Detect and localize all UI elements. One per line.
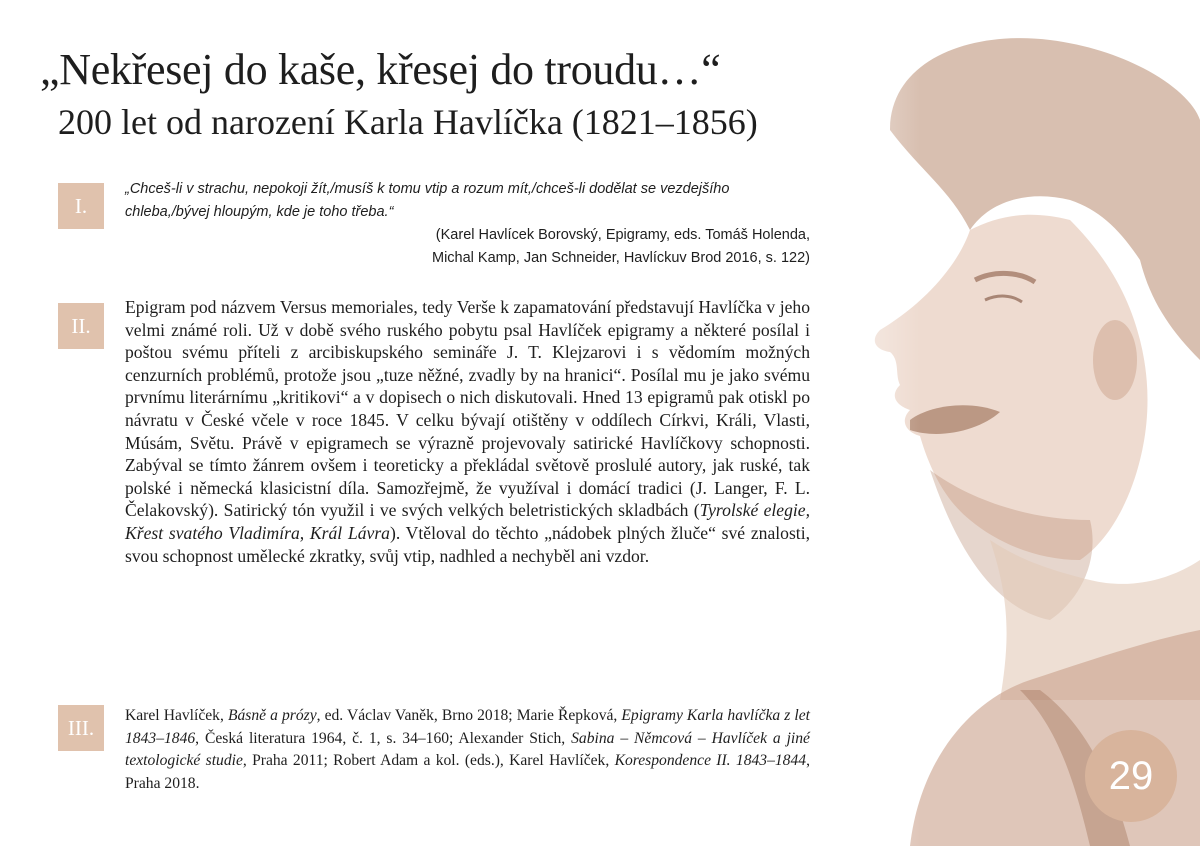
section-marker-1: I. bbox=[58, 183, 104, 229]
section-marker-2: II. bbox=[58, 303, 104, 349]
epigram-quote bbox=[125, 178, 810, 270]
body-text-part-2: ). Vtěloval do těchto „nádobek plných žluče“ své znalosti, svou schopnost umělecké zkratky, svůj vtip, nadhled a nechyběl ani vzdor. bbox=[125, 522, 810, 566]
ref-1-author: Karel Havlíček, bbox=[125, 707, 228, 724]
body-paragraph bbox=[125, 296, 810, 567]
ref-3-author: Alexander Stich, bbox=[458, 729, 572, 747]
header bbox=[40, 44, 840, 144]
quote-text: „Chceš-li v strachu, nepokoji žít,/musíš k tomu vtip a rozum mít,/chceš-li dodělat se vezdejšího chleba,/bývej hloupým, kde je toho třeba.“ bbox=[125, 181, 730, 220]
section-marker-3: III. bbox=[58, 705, 104, 751]
ref-2-author: Marie Řepková, bbox=[516, 707, 622, 724]
ref-1-title: Básně a prózy bbox=[227, 707, 317, 724]
ref-4-details: , Praha 2018. bbox=[125, 752, 810, 792]
ref-3-details: , Praha 2011; bbox=[242, 752, 334, 769]
ref-2-title: Epigramy Karla havlíčka z let 1843–1846 bbox=[125, 707, 810, 747]
body-text-italic: Tyrolské elegie, Křest svatého Vladimíra, Král Lávra bbox=[125, 500, 810, 543]
ref-2-details: , Česká literatura 1964, č. 1, s. 34–160; bbox=[195, 729, 459, 747]
page-title: „Nekřesej do kaše, křesej do troudu…“ bbox=[40, 45, 721, 94]
ref-3-title: Sabina – Němcová – Havlíček a jiné textologické studie bbox=[125, 729, 810, 769]
ref-1-details: , ed. Václav Vaněk, Brno 2018; bbox=[316, 707, 517, 724]
quote-source-line-2: Michal Kamp, Jan Schneider, Havlíckuv Brod 2016, s. 122) bbox=[432, 250, 810, 266]
references bbox=[125, 705, 810, 795]
ref-4-title: Korespondence II. 1843–1844 bbox=[614, 752, 807, 769]
page-subtitle: 200 let od narození Karla Havlíčka (1821–1856) bbox=[58, 102, 758, 142]
quote-source-line-1: (Karel Havlícek Borovský, Epigramy, eds. Tomáš Holenda, bbox=[435, 227, 810, 243]
ref-4-author: Robert Adam a kol. (eds.), Karel Havlíček, bbox=[333, 752, 615, 769]
page-number-badge: 29 bbox=[1085, 730, 1177, 822]
body-text-part-1: Epigram pod názvem Versus memoriales, tedy Verše k zapamatování představují Havlíčka v jeho velmi známé roli. Už v době svého ruského pobytu psal Havlíček epigramy a některé posílal i poštou svému příteli z arcibiskupského semináře J. T. Klejzarovi i s vědomím možných cenzurních problémů, protože jsou „tuze něžné, zvadly by na hranici“. Posílal mu je jako svému prvnímu literárnímu „kritikovi“ a v dopisech o nich diskutovali. Hned 13 epigramů pak otiskl po návratu v České včele v roce 1845. V celku bývají otištěny v oddílech Církvi, Králi, Vlasti, Músám, Světu. Právě v epigramech se výrazně projevovaly satirické Havlíčkovy schopnosti. Zabýval se tímto žánrem ovšem i teoreticky a překládal světově proslulé autory, jak ruské, tak polské i německá klasicistní díla. Samozřejmě, že využíval i domácí tradici (J. Langer, F. L. Čelakovský). Satirický tón využil i ve svých velkých beletristických skladbách ( bbox=[125, 297, 810, 521]
